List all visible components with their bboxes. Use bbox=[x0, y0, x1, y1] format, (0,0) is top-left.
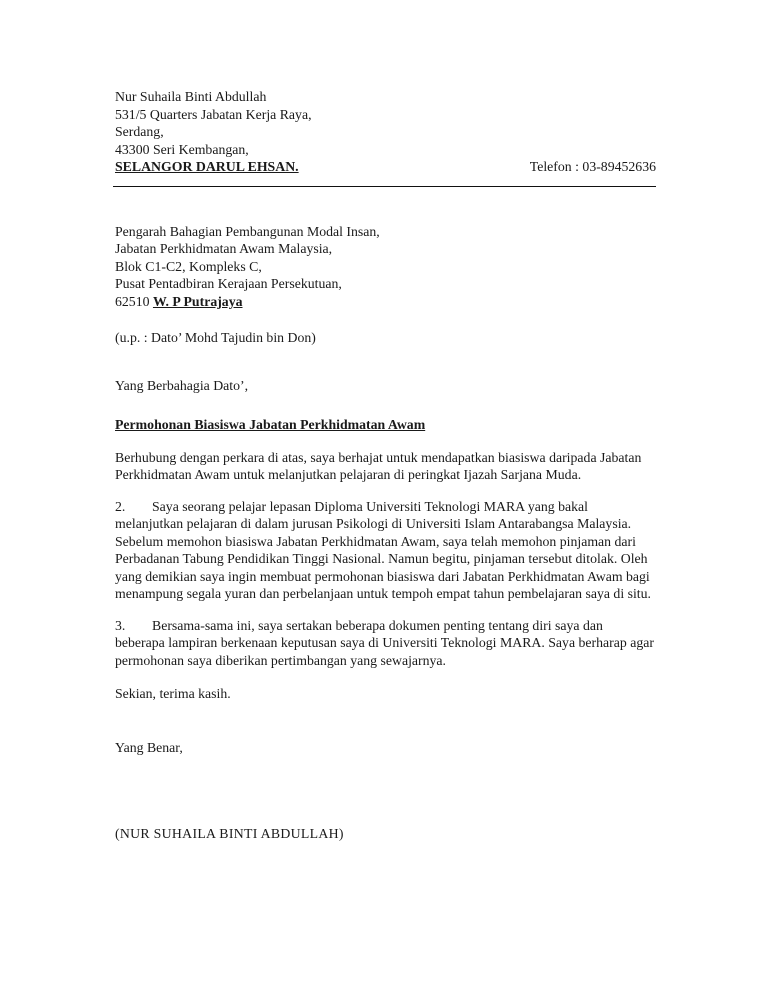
attention-line: (u.p. : Dato’ Mohd Tajudin bin Don) bbox=[115, 330, 316, 345]
recipient-address-line: Pusat Pentadbiran Kerajaan Persekutuan, bbox=[115, 276, 342, 291]
sender-address-line: 531/5 Quarters Jabatan Kerja Raya, bbox=[115, 106, 312, 122]
salutation: Yang Berbahagia Dato’, bbox=[115, 377, 249, 393]
paragraph-3-text: Bersama-sama ini, saya sertakan beberapa dokumen penting tentang diri saya dan beberapa lampiran berkenaan keputusan saya di Universiti Teknologi MARA. Saya berharap agar permohonan saya diberikan pertimbangan yang sewajarnya. bbox=[115, 617, 654, 668]
paragraph-1-text: Berhubung dengan perkara di atas, saya berhajat untuk mendapatkan biasiswa daripada Jabatan Perkhidmatan Awam untuk melanjutkan pelajaran di peringkat Ijazah Sarjana Muda. bbox=[115, 449, 642, 482]
signature-name: (NUR SUHAILA BINTI ABDULLAH) bbox=[115, 826, 344, 841]
signoff-line: Yang Benar, bbox=[115, 739, 183, 755]
paragraph-2-number: 2. bbox=[115, 498, 126, 514]
sender-address-block bbox=[115, 88, 656, 176]
paragraph-2-text: Saya seorang pelajar lepasan Diploma Universiti Teknologi MARA yang bakal melanjutkan pelajaran di dalam jurusan Psikologi di Universiti Islam Antarabangsa Malaysia. Sebelum memohon biasiswa Jabatan Perkhidmatan Awam, saya telah memohon pinjaman dari Perbadanan Tabung Pendidikan Tinggi Nasional. Namun begitu, pinjaman tersebut ditolak. Oleh yang demikian saya ingin membuat permohonan biasiswa dari Jabatan Perkhidmatan Awam bagi menampung segala yuran dan perbelanjaan untuk tempoh empat tahun pembelajaran saya di situ. bbox=[115, 498, 651, 601]
recipient-city-line bbox=[115, 293, 656, 311]
sender-address-line: Serdang, bbox=[115, 124, 164, 139]
recipient-address-line: Jabatan Perkhidmatan Awam Malaysia, bbox=[115, 241, 333, 256]
sender-name: Nur Suhaila Binti Abdullah bbox=[115, 89, 267, 104]
paragraph-3-number: 3. bbox=[115, 617, 126, 633]
sender-state-phone-row bbox=[115, 158, 656, 176]
recipient-city: W. P Putrajaya bbox=[152, 293, 243, 309]
recipient-address-line: Blok C1-C2, Kompleks C, bbox=[115, 258, 262, 274]
recipient-address-block bbox=[115, 223, 656, 311]
sender-phone: Telefon : 03-89452636 bbox=[529, 159, 656, 174]
recipient-postcode: 62510 bbox=[115, 293, 153, 309]
paragraph-3 bbox=[115, 617, 656, 670]
recipient-title: Pengarah Bahagian Pembangunan Modal Insan, bbox=[115, 223, 380, 239]
sender-address-line: 43300 Seri Kembangan, bbox=[115, 141, 249, 157]
paragraph-1 bbox=[115, 449, 656, 484]
divider-line bbox=[113, 186, 656, 187]
subject-line: Permohonan Biasiswa Jabatan Perkhidmatan Awam bbox=[115, 417, 426, 432]
paragraph-2 bbox=[115, 498, 656, 603]
sender-state: SELANGOR DARUL EHSAN. bbox=[115, 159, 299, 174]
closing-line: Sekian, terima kasih. bbox=[115, 686, 231, 701]
